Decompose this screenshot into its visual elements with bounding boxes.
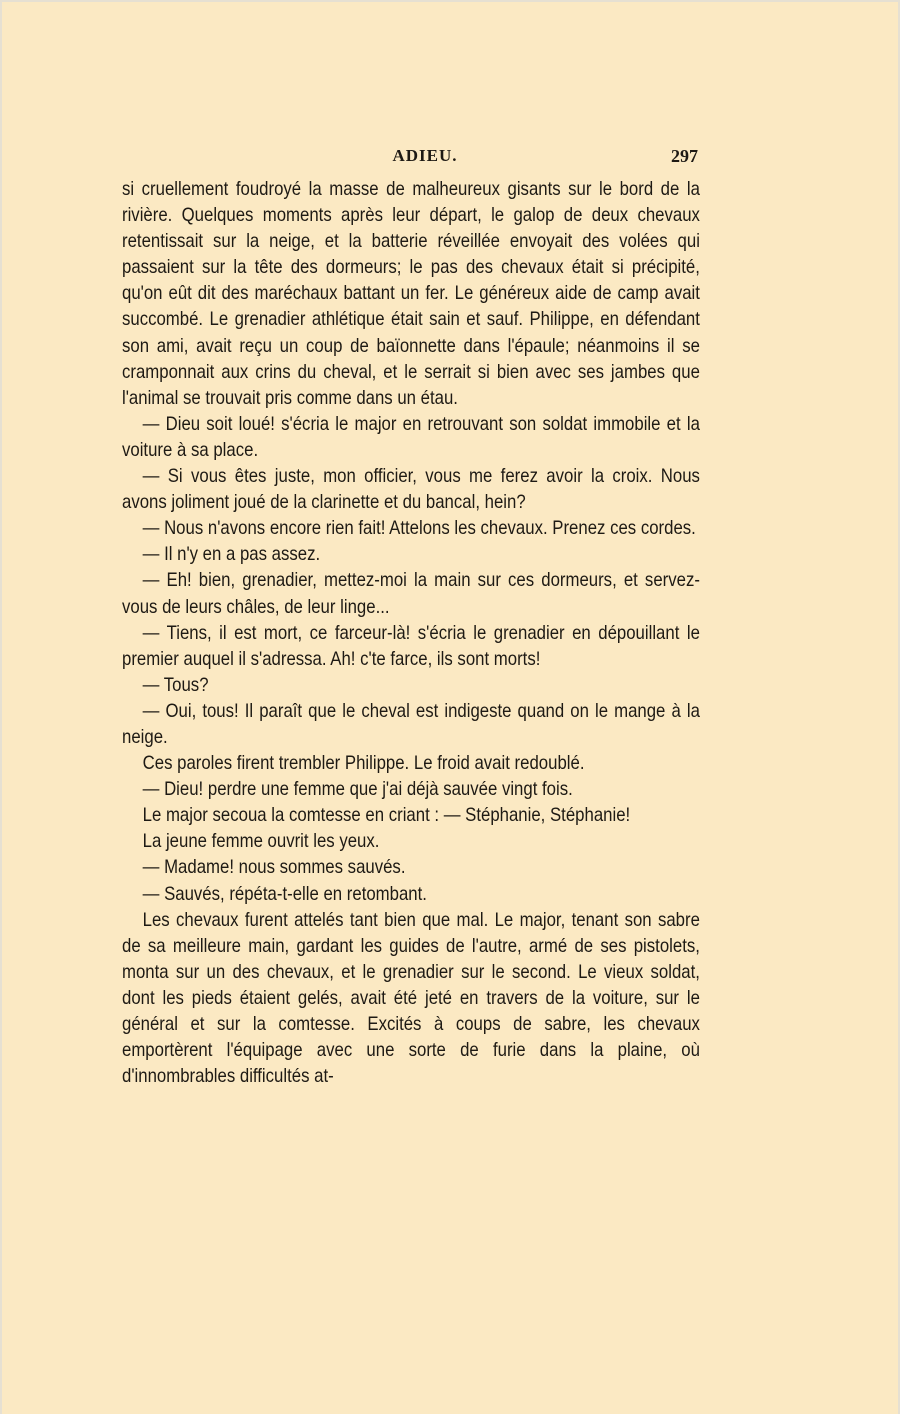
paragraph: Les chevaux furent attelés tant bien que mal. Le major, tenant son sabre de sa meilleure main, gardant les guides de l'autre, armé de ses pistolets, monta sur un des chevaux, et le grenadier sur le second. Le vieux soldat, dont les pieds étaient gelés, avait été jeté en travers de la voiture, sur le général et sur la comtesse. Excités à coups de sabre, les chevaux emportèrent l'équipage avec une sorte de furie dans la plaine, où d'innombrables difficultés at- bbox=[122, 908, 700, 1088]
page-header bbox=[122, 146, 698, 168]
paragraph: — Nous n'avons encore rien fait! Attelons les chevaux. Prenez ces cordes. bbox=[142, 517, 696, 540]
paragraph: Le major secoua la comtesse en criant : — Stéphanie, Stéphanie! bbox=[142, 804, 631, 827]
paragraph: — Si vous êtes juste, mon officier, vous me ferez avoir la croix. Nous avons joliment joué de la clarinette et du bancal, hein? bbox=[122, 465, 700, 514]
paragraph: — Eh! bien, grenadier, mettez-moi la main sur ces dormeurs, et servez-vous de leurs châles, de leur linge... bbox=[122, 569, 700, 618]
page-number: 297 bbox=[671, 146, 698, 166]
paragraph: — Dieu soit loué! s'écria le major en retrouvant son soldat immobile et la voiture à sa place. bbox=[122, 412, 700, 461]
paragraph: — Sauvés, répéta-t-elle en retombant. bbox=[142, 882, 427, 905]
paragraph: — Dieu! perdre une femme que j'ai déjà sauvée vingt fois. bbox=[142, 778, 573, 801]
body-text bbox=[122, 176, 700, 1089]
paragraph: La jeune femme ouvrit les yeux. bbox=[142, 830, 380, 853]
paragraph: Ces paroles firent trembler Philippe. Le froid avait redoublé. bbox=[142, 752, 585, 775]
paragraph: — Oui, tous! Il paraît que le cheval est indigeste quand on le mange à la neige. bbox=[122, 699, 700, 748]
paragraph: — Madame! nous sommes sauvés. bbox=[142, 856, 406, 879]
paragraph: — Tous? bbox=[142, 673, 209, 696]
paragraph: — Tiens, il est mort, ce farceur-là! s'écria le grenadier en dépouillant le premier auquel il s'adressa. Ah! c'te farce, ils sont morts! bbox=[122, 621, 700, 670]
paragraph: — Il n'y en a pas assez. bbox=[142, 543, 321, 566]
paragraph: si cruellement foudroyé la masse de malheureux gisants sur le bord de la rivière. Quelques moments après leur départ, le galop de deux chevaux retentissait sur la neige, et la batterie réveillée envoyait des volées qui passaient sur la tête des dormeurs; le pas des chevaux était si précipité, qu'on eût dit des maréchaux battant un fer. Le généreux aide de camp avait succombé. Le grenadier athlétique était sain et sauf. Philippe, en défendant son ami, avait reçu un coup de baïonnette dans l'épaule; néanmoins il se cramponnait aux crins du cheval, et le serrait si bien avec ses jambes que l'animal se trouvait pris comme dans un étau. bbox=[122, 178, 700, 409]
running-title: ADIEU. bbox=[392, 146, 458, 165]
